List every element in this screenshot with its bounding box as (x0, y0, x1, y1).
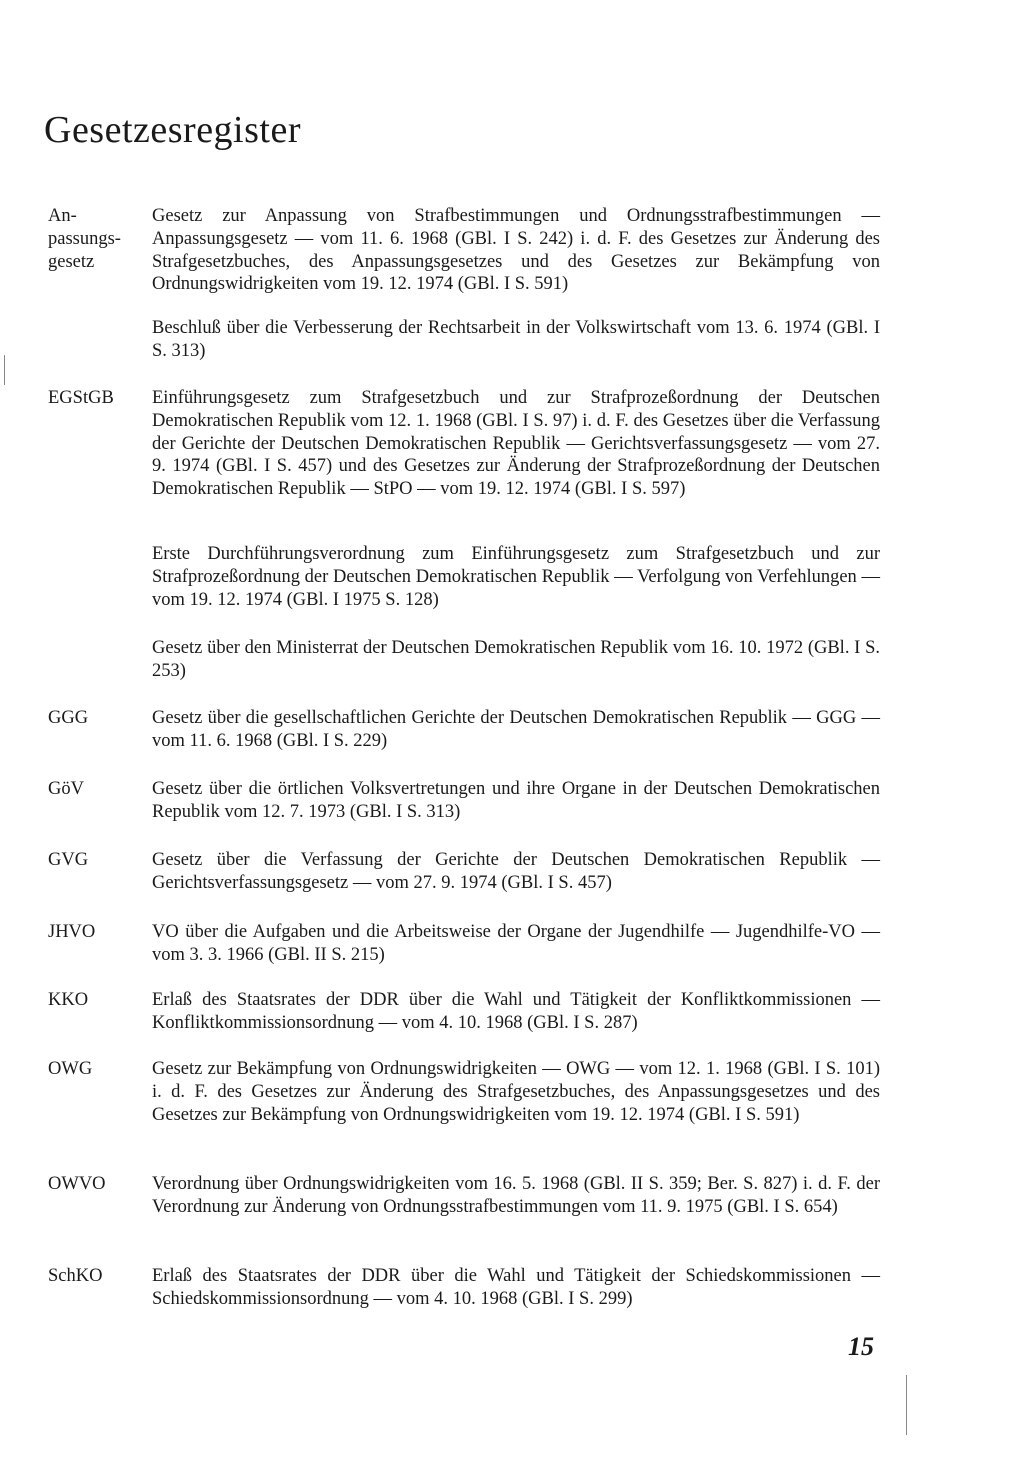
entry-description: Einführungsgesetz zum Strafgesetzbuch und zur Strafprozeßordnung der Deutschen Demokratischen Republik vom 12. 1. 1968 (GBl. I S. 97) i. d. F. des Gesetzes über die Verfassung der Gerichte der Deutschen Demokratischen Republik — Gerichtsverfassungsgesetz — vom 27. 9. 1974 (GBl. I S. 457) und des Gesetzes zur Änderung der Strafprozeßordnung der Deutschen Demokratischen Republik — StPO — vom 19. 12. 1974 (GBl. I S. 597) (152, 388, 880, 500)
entry-description: Beschluß über die Verbesserung der Rechtsarbeit in der Volkswirtschaft vom 13. 6. 1974 (GBl. I S. 313) (152, 318, 880, 361)
entry-description: Gesetz über die örtlichen Volksvertretungen und ihre Organe in der Deutschen Demokratischen Republik vom 12. 7. 1973 (GBl. I S. 313) (152, 779, 880, 822)
entry-description: Verordnung über Ordnungswidrigkeiten vom 16. 5. 1968 (GBl. II S. 359; Ber. S. 827) i. d. F. der Verordnung zur Änderung von Ordnungsstrafbestimmungen vom 11. 9. 1975 (GBl. I S. 654) (152, 1174, 880, 1217)
entry-description: Gesetz über die gesellschaftlichen Gerichte der Deutschen Demokratischen Republik — GGG — vom 11. 6. 1968 (GBl. I S. 229) (152, 708, 880, 751)
entry-abbreviation: JHVO (48, 922, 96, 942)
entry-abbreviation: SchKO (48, 1266, 103, 1286)
page-title: Gesetzesregister (44, 109, 301, 151)
entry-description: VO über die Aufgaben und die Arbeitsweise der Organe der Jugendhilfe — Jugendhilfe-VO — vom 3. 3. 1966 (GBl. II S. 215) (152, 922, 880, 965)
entry-abbreviation: OWG (48, 1059, 93, 1079)
entry-description: Erlaß des Staatsrates der DDR über die Wahl und Tätigkeit der Schiedskommissionen — Schiedskommissionsordnung — vom 4. 10. 1968 (GBl. I S. 299) (152, 1266, 880, 1309)
entry-description: Gesetz über den Ministerrat der Deutschen Demokratischen Republik vom 16. 10. 1972 (GBl. I S. 253) (152, 638, 880, 681)
page-number: 15 (848, 1332, 874, 1361)
entry-description: Gesetz zur Bekämpfung von Ordnungswidrigkeiten — OWG — vom 12. 1. 1968 (GBl. I S. 101) i. d. F. des Gesetzes zur Änderung des Strafgesetzbuches, des Anpassungsgesetzes und des Gesetzes zur Bekämpfung von Ordnungswidrigkeiten vom 19. 12. 1974 (GBl. I S. 591) (152, 1059, 880, 1125)
entry-abbreviation: GGG (48, 708, 89, 728)
entry-abbreviation: EGStGB (48, 388, 114, 408)
entry-abbreviation: An- passungs- gesetz (48, 206, 121, 272)
entry-description: Erste Durchführungsverordnung zum Einführungsgesetz zum Strafgesetzbuch und zur Strafprozeßordnung der Deutschen Demokratischen Republik — Verfolgung von Verfehlungen — vom 19. 12. 1974 (GBl. I 1975 S. 128) (152, 544, 880, 610)
entry-abbreviation: GöV (48, 779, 84, 799)
entry-abbreviation: KKO (48, 990, 89, 1010)
scan-mark (4, 355, 5, 385)
entry-description: Erlaß des Staatsrates der DDR über die Wahl und Tätigkeit der Konfliktkommissionen — Konfliktkommissionsordnung — vom 4. 10. 1968 (GBl. I S. 287) (152, 990, 880, 1033)
entry-description: Gesetz über die Verfassung der Gerichte der Deutschen Demokratischen Republik — Gerichtsverfassungsgesetz — vom 27. 9. 1974 (GBl. I S. 457) (152, 850, 880, 893)
entry-abbreviation: GVG (48, 850, 89, 870)
entry-description: Gesetz zur Anpassung von Strafbestimmungen und Ordnungsstrafbestimmungen — Anpassungsgesetz — vom 11. 6. 1968 (GBl. I S. 242) i. d. F. des Gesetzes zur Änderung des Strafgesetzbuches, des Anpassungsgesetzes und des Gesetzes zur Bekämpfung von Ordnungswidrigkeiten vom 19. 12. 1974 (GBl. I S. 591) (152, 206, 880, 295)
scan-mark (906, 1375, 907, 1435)
entry-abbreviation: OWVO (48, 1174, 106, 1194)
